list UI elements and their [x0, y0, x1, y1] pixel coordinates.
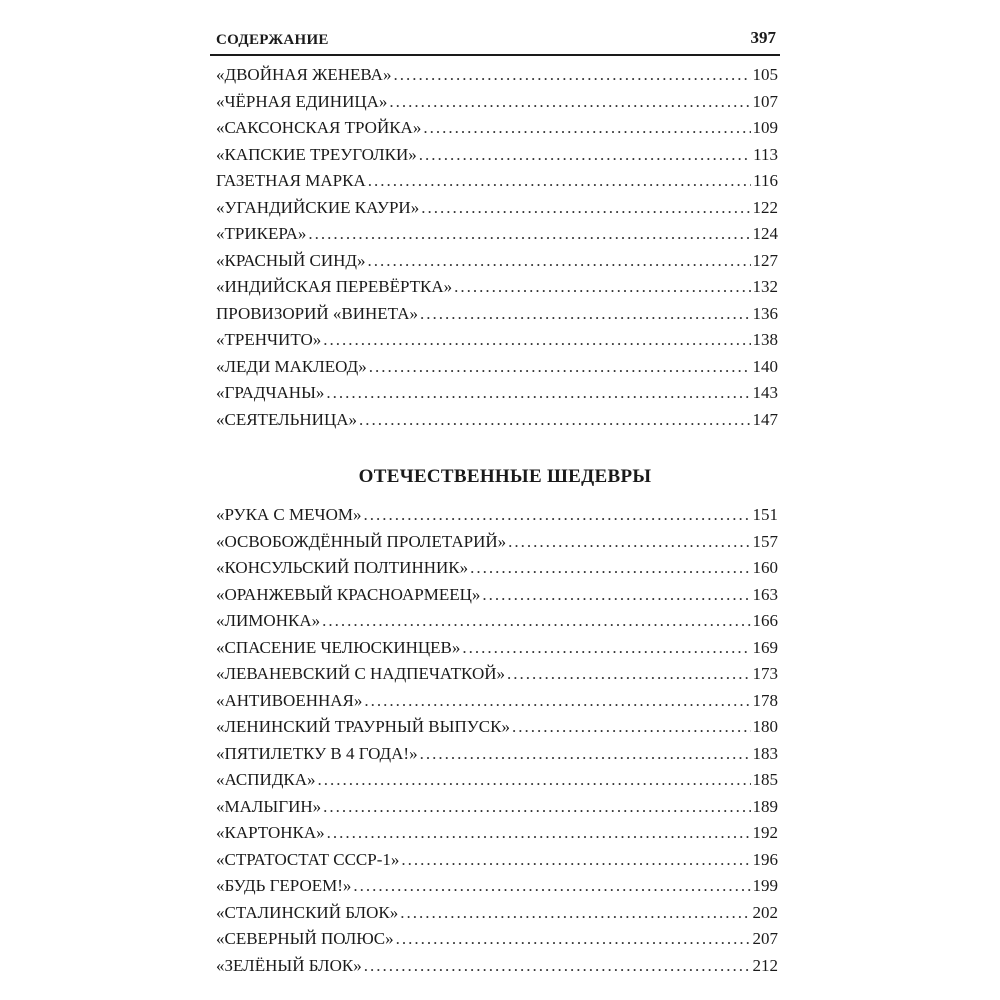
toc-entry-page: 147	[752, 409, 778, 429]
toc-entry-title: «ЛЕВАНЕВСКИЙ С НАДПЕЧАТКОЙ»	[216, 664, 506, 683]
dot-leader	[318, 767, 751, 794]
dot-leader	[508, 529, 750, 556]
dot-leader	[353, 873, 750, 900]
toc-entry-page: 157	[752, 531, 778, 551]
toc-entry	[216, 195, 778, 222]
toc-entry-title: «СЕВЕРНЫЙ ПОЛЮС»	[216, 929, 394, 948]
toc-entry	[216, 873, 778, 900]
toc-entry-title: «ПЯТИЛЕТКУ В 4 ГОДА!»	[216, 743, 418, 763]
dot-leader	[400, 900, 750, 927]
toc-entry-title: «СПАСЕНИЕ ЧЕЛЮСКИНЦЕВ»	[216, 637, 461, 657]
toc-entry-page: 107	[752, 91, 778, 111]
toc-entry	[216, 407, 778, 434]
dot-leader	[323, 794, 750, 821]
toc-entry	[216, 635, 778, 662]
dot-leader	[462, 635, 750, 662]
dot-leader	[369, 354, 751, 381]
toc-entry-title: «СТАЛИНСКИЙ БЛОК»	[216, 902, 399, 922]
toc-entry	[216, 115, 778, 142]
toc-entry-page: 122	[752, 197, 778, 217]
toc-entry	[216, 767, 778, 794]
toc-entry-page: 199	[752, 876, 778, 895]
toc-entry-page: 136	[752, 303, 778, 323]
toc-entry-page: 113	[753, 144, 778, 164]
dot-leader	[507, 661, 750, 688]
dot-leader	[368, 248, 751, 275]
toc-entry-title: «СТРАТОСТАТ СССР-1»	[216, 849, 400, 869]
toc-entry-title: «КРАСНЫЙ СИНД»	[216, 250, 366, 270]
toc-entry-title: «МАЛЫГИН»	[216, 796, 322, 816]
toc-entry-title: «ТРИКЕРА»	[216, 224, 307, 243]
toc-entry-title: «ЧЁРНАЯ ЕДИНИЦА»	[216, 91, 388, 111]
toc-entry	[216, 502, 778, 529]
toc-entry	[216, 354, 778, 381]
toc-entry	[216, 714, 778, 741]
dot-leader	[389, 89, 750, 116]
toc-entry-page: 109	[752, 118, 778, 137]
toc-entry	[216, 953, 778, 980]
dot-leader	[368, 168, 751, 195]
dot-leader	[454, 274, 750, 301]
toc-entry-title: «РУКА С МЕЧОМ»	[216, 505, 362, 524]
toc-entry	[216, 661, 778, 688]
toc-list-part1	[216, 62, 778, 433]
dot-leader	[421, 195, 750, 222]
toc-entry-page: 124	[752, 224, 778, 243]
toc-entry	[216, 62, 778, 89]
toc-entry-title: «СЕЯТЕЛЬНИЦА»	[216, 409, 358, 429]
toc-entry-page: 180	[752, 717, 778, 736]
toc-entry	[216, 555, 778, 582]
toc-entry-title: «ЗЕЛЁНЫЙ БЛОК»	[216, 955, 362, 975]
toc-entry	[216, 168, 778, 195]
toc-list-part2	[216, 502, 778, 979]
toc-entry-page: 192	[752, 823, 778, 842]
dot-leader	[322, 608, 750, 635]
toc-entry-page: 105	[752, 65, 778, 84]
toc-entry-page: 169	[752, 637, 778, 657]
toc-entry	[216, 89, 778, 116]
toc-entry	[216, 380, 778, 407]
toc-entry-page: 189	[752, 796, 778, 816]
dot-leader	[327, 820, 751, 847]
book-page	[210, 26, 780, 975]
toc-entry	[216, 741, 778, 768]
toc-entry	[216, 926, 778, 953]
toc-entry	[216, 608, 778, 635]
toc-entry-page: 138	[752, 330, 778, 349]
toc-entry-title: «ЛЕДИ МАКЛЕОД»	[216, 356, 367, 376]
toc-entry-page: 185	[752, 770, 778, 789]
dot-leader	[396, 926, 751, 953]
toc-entry	[216, 221, 778, 248]
toc-entry-page: 116	[753, 171, 778, 190]
dot-leader	[512, 714, 751, 741]
toc-entry-page: 143	[752, 383, 778, 402]
dot-leader	[326, 380, 750, 407]
toc-entry-page: 163	[752, 584, 778, 604]
toc-entry-title: «АСПИДКА»	[216, 770, 316, 789]
toc-entry	[216, 582, 778, 609]
toc-entry-page: 202	[752, 902, 778, 922]
dot-leader	[470, 555, 750, 582]
toc-entry-title: «ОРАНЖЕВЫЙ КРАСНОАРМЕЕЦ»	[216, 584, 481, 604]
toc-entry-title: «ОСВОБОЖДЁННЫЙ ПРОЛЕТАРИЙ»	[216, 531, 507, 551]
dot-leader	[423, 115, 750, 142]
toc-entry	[216, 794, 778, 821]
toc-entry-title: «АНТИВОЕННАЯ»	[216, 690, 363, 710]
toc-entry-title: «КАПСКИЕ ТРЕУГОЛКИ»	[216, 144, 417, 164]
dot-leader	[364, 953, 751, 980]
toc-entry-page: 183	[752, 743, 778, 763]
toc-entry-page: 212	[752, 955, 778, 975]
toc-entry-title: «БУДЬ ГЕРОЕМ!»	[216, 876, 352, 895]
toc-entry-page: 207	[752, 929, 778, 948]
toc-entry	[216, 847, 778, 874]
toc-entry-page: 151	[752, 505, 778, 524]
dot-leader	[420, 741, 751, 768]
section-heading: ОТЕЧЕСТВЕННЫЕ ШЕДЕВРЫ	[358, 466, 652, 487]
dot-leader	[323, 327, 750, 354]
toc-entry	[216, 900, 778, 927]
toc-entry-title: «ТРЕНЧИТО»	[216, 330, 322, 349]
toc-entry-title: «ЛИМОНКА»	[216, 611, 321, 630]
toc-entry-title: ГАЗЕТНАЯ МАРКА	[216, 171, 366, 190]
toc-entry	[216, 529, 778, 556]
dot-leader	[393, 62, 750, 89]
toc-entry-page: 160	[752, 558, 778, 577]
dot-leader	[419, 142, 751, 169]
toc-entry	[216, 301, 778, 328]
dot-leader	[401, 847, 750, 874]
toc-entry-page: 178	[752, 690, 778, 710]
toc-entry	[216, 688, 778, 715]
toc-entry	[216, 248, 778, 275]
toc-entry-title: «УГАНДИЙСКИЕ КАУРИ»	[216, 197, 420, 217]
dot-leader	[363, 502, 750, 529]
dot-leader	[364, 688, 750, 715]
toc-entry-title: «ИНДИЙСКАЯ ПЕРЕВЁРТКА»	[216, 277, 453, 296]
toc-entry-title: «КОНСУЛЬСКИЙ ПОЛТИННИК»	[216, 558, 469, 577]
toc-entry-page: 140	[752, 356, 778, 376]
toc-entry-page: 132	[752, 277, 778, 296]
toc-entry-page: 173	[752, 664, 778, 683]
dot-leader	[308, 221, 750, 248]
toc-entry	[216, 274, 778, 301]
toc-entry	[216, 142, 778, 169]
toc-entry-page: 196	[752, 849, 778, 869]
toc-entry-title: ПРОВИЗОРИЙ «ВИНЕТА»	[216, 303, 418, 323]
page-number: 397	[750, 28, 776, 47]
toc-entry-title: «КАРТОНКА»	[216, 823, 325, 842]
running-header	[210, 26, 780, 56]
toc-entry	[216, 327, 778, 354]
toc-entry-title: «ЛЕНИНСКИЙ ТРАУРНЫЙ ВЫПУСК»	[216, 717, 510, 736]
dot-leader	[420, 301, 751, 328]
toc-entry	[216, 820, 778, 847]
dot-leader	[482, 582, 750, 609]
toc-entry-title: «ГРАДЧАНЫ»	[216, 383, 325, 402]
toc-entry-title: «ДВОЙНАЯ ЖЕНЕВА»	[216, 65, 392, 84]
running-title: СОДЕРЖАНИЕ	[216, 32, 329, 48]
toc-entry-page: 127	[752, 250, 778, 270]
dot-leader	[359, 407, 750, 434]
toc-entry-page: 166	[752, 611, 778, 630]
toc-entry-title: «САКСОНСКАЯ ТРОЙКА»	[216, 118, 422, 137]
